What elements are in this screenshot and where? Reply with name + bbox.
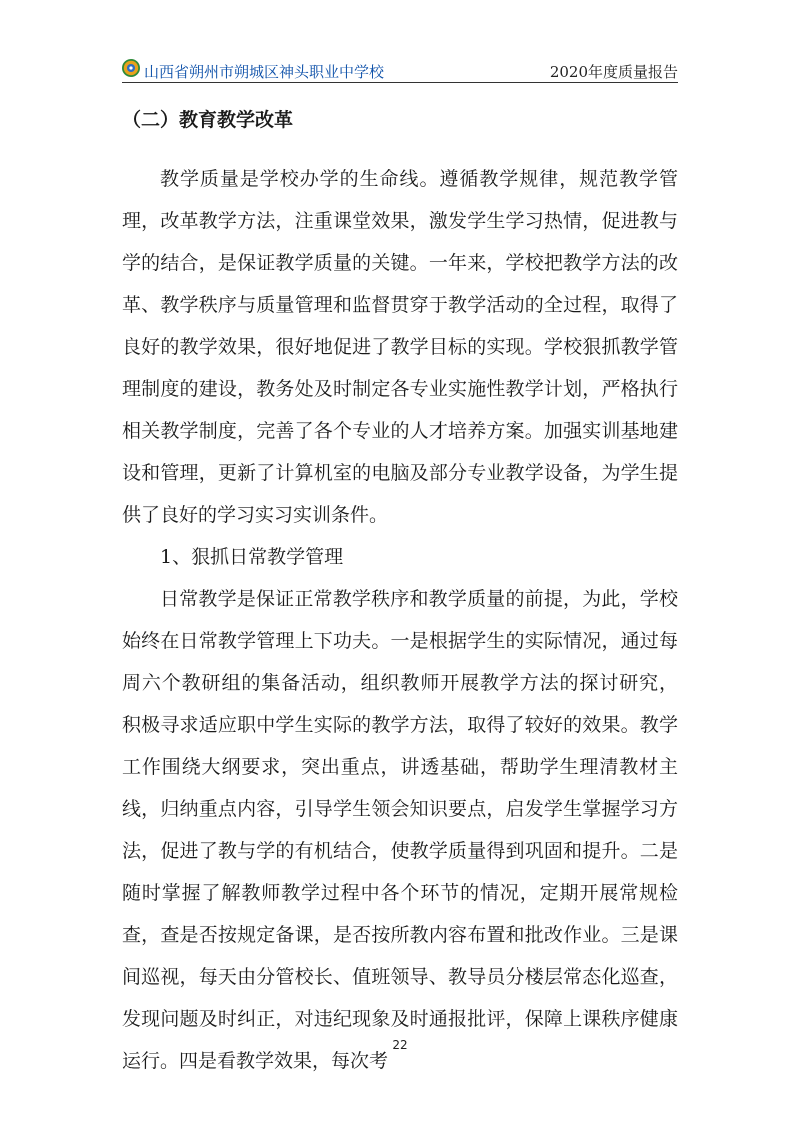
page-number: 22: [392, 1038, 408, 1052]
report-title: 2020年度质量报告: [549, 63, 678, 81]
school-emblem-icon: [122, 59, 140, 77]
subheading: 1、狠抓日常教学管理: [160, 546, 344, 568]
section-title: （二）教育教学改革: [122, 109, 294, 131]
page-header: [122, 56, 678, 83]
paragraph: 教学质量是学校办学的生命线。遵循教学规律，规范教学管理，改革教学方法，注重课堂效果，激发学生学习热情，促进教与学的结合，是保证教学质量的关键。一年来，学校把教学方法的改革、教学秩序与质量管理和监督贯穿于教学活动的全过程，取得了良好的教学效果，很好地促进了教学目标的实现。学校狠抓教学管理制度的建设，教务处及时制定各专业实施性教学计划，严格执行相关教学制度，完善了各个专业的人才培养方案。加强实训基地建设和管理，更新了计算机室的电脑及部分专业教学设备，为学生提供了良好的学习实习实训条件。: [122, 168, 678, 526]
paragraph: 日常教学是保证正常教学秩序和教学质量的前提，为此，学校始终在日常教学管理上下功夫。一是根据学生的实际情况，通过每周六个教研组的集备活动，组织教师开展教学方法的探讨研究， 积极寻求适应职中学生实际的教学方法，取得了较好的效果。教学工作围绕大纲要求，突出重点，讲透基础，帮助学生理清教材主线，归纳重点内容，引导学生领会知识要点，启发学生掌握学习方法，促进了教与学的有机结合，使教学质量得到巩固和提升。二是随时掌握了解教师教学过程中各个环节的情况，定期开展常规检查，查是否按规定备课，是否按所教内容布置和批改作业。三是课间巡视，每天由分管校长、值班领导、教导员分楼层常态化巡查，发现问题及时纠正，对违纪现象及时通报批评，保障上课秩序健康运行。四是看教学效果，每次考: [122, 588, 678, 1072]
school-name: 山西省朔州市朔城区神头职业中学校: [144, 63, 385, 81]
document-body: [122, 158, 678, 1082]
